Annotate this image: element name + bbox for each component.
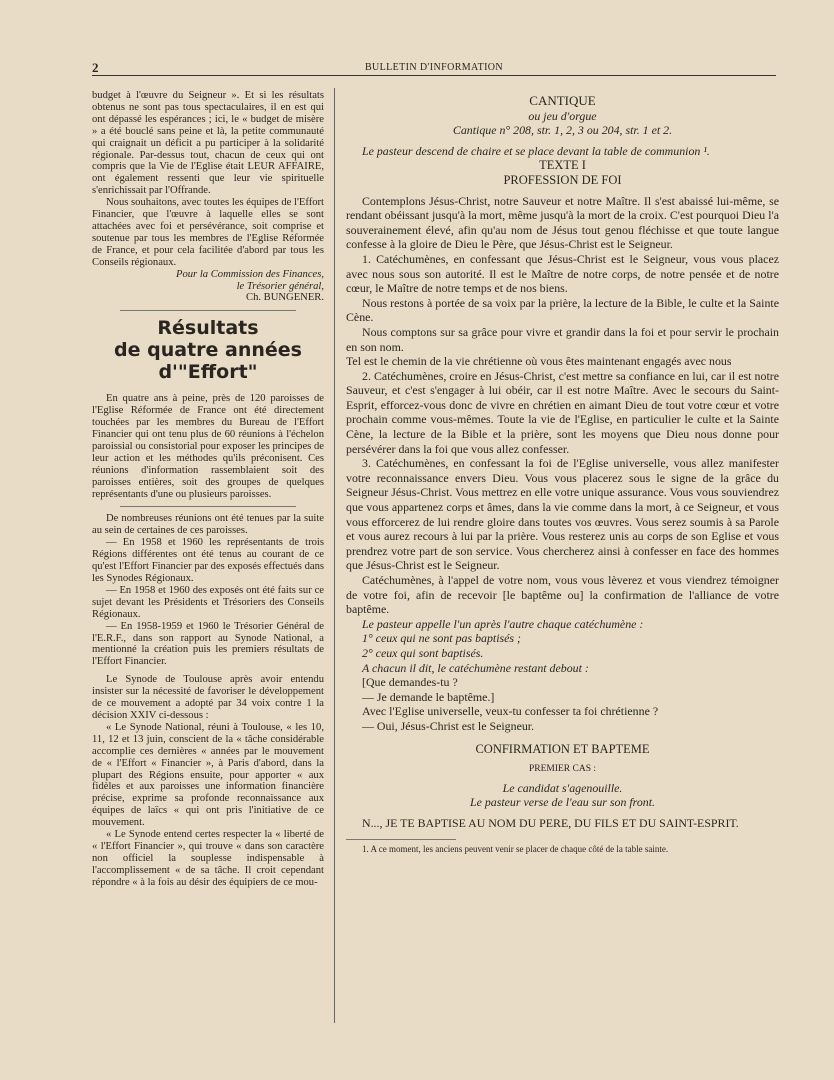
section-heading: TEXTE I [539, 158, 586, 173]
signature-line: le Trésorier général, [236, 280, 324, 292]
article-title [92, 317, 324, 383]
paragraph: Nous comptons sur sa grâce pour vivre et grandir dans la foi et pour servir le prochain en son nom. [346, 324, 779, 354]
section-heading: CONFIRMATION ET BAPTEME [475, 741, 650, 756]
subheading: PREMIER CAS : [528, 764, 597, 775]
paragraph: Tel est le chemin de la vie chrétienne où vous êtes maintenant engagés avec nous [346, 354, 732, 369]
title-line: de quatre années [114, 339, 302, 362]
paragraph: En quatre ans à peine, près de 120 paroisses de l'Eglise Réformée de France ont été directement touchées par les membres du Bureau de l'Effort Financier qui ont tenu plus de 60 réunions à l'échelon paroissial ou consistorial pour exposer les principes de leur action et les méthodes qu'ils préconisent. Ces réunions d'information rassemblaient soit des paroisses entières, soit des groupes de quelques représentants d'une ou plusieurs paroisses. [92, 393, 324, 500]
paragraph: Nous souhaitons, avec toutes les équipes de l'Effort Financier, que l'œuvre à laquelle elles se sont attachées avec foi et persévérance, soit comprise et soutenue par tous les membres de l'Eglise Réformée de France, et pour cela facilitée d'abord par tous les Conseils régionaux. [92, 197, 324, 268]
left-column [92, 90, 324, 889]
section-heading: CANTIQUE [529, 93, 596, 108]
paragraph: — En 1958-1959 et 1960 le Trésorier Général de l'E.R.F., dans son rapport au Synode National, a mentionné la création puis les premiers résultats de l'Effort Financier. [92, 620, 324, 668]
paragraph: Catéchumènes, à l'appel de votre nom, vous vous lèverez et vous viendrez témoigner de votre foi, afin de recevoir [le baptême ou] la confirmation de l'alliance de votre baptême. [346, 573, 779, 617]
paragraph: Le Synode de Toulouse après avoir entendu insister sur la nécessité de favoriser le développement de ce mouvement a adopté par 34 voix contre 1 la décision XXIV ci-dessous : [92, 674, 324, 721]
title-line: Résultats [157, 317, 259, 340]
signature-name: Ch. BUNGENER. [246, 292, 324, 304]
section-divider [120, 506, 296, 507]
paragraph: De nombreuses réunions ont été tenues par la suite au sein de certaines de ces paroisses. [92, 513, 324, 537]
baptism-formula: N..., JE TE BAPTISE AU NOM DU PERE, DU FILS ET DU SAINT-ESPRIT. [362, 815, 739, 830]
paragraph: budget à l'œuvre du Seigneur ». Et si les résultats obtenus ne sont pas tous spectaculaires, il en est qui ont dépassé les espérances ; ici, le « budget de misère » a été bouclé sans peine et là, la petite communauté qui craignait un déficit a pu participer à la solidarité régionale. Par-dessus tout, chacun de ceux qui ont compris que la Vie de l'Eglise était LEUR AFFAIRE, ont également ressenti que leur vie spirituelle s'enrichissait par l'Offrande. [92, 90, 324, 197]
header-rule [92, 75, 776, 76]
dialogue-line: Avec l'Eglise universelle, veux-tu confesser ta foi chrétienne ? [362, 704, 659, 719]
paragraph: — En 1958 et 1960 les représentants de trois Régions différentes ont été tenus au courant de ce qu'est l'Effort Financier par des exposés effectués dans les Synodes Régionaux. [92, 537, 324, 584]
paragraph: 2. Catéchumènes, croire en Jésus-Christ, c'est mettre sa confiance en lui, car il est notre Sauveur, et c'est s'engager à lui obéir, car il est notre Maître. Avec le secours du Saint-Esprit, efforcez-vous donc de vivre en chrétien en aimant Dieu de tout votre cœur et votre prochain comme vous-mêmes. Toute la vie de l'Eglise, en particulier le culte et la Sainte Cène, la lecture de la Bible et la prière, sont les moyens que Dieu nous donne pour persévérer dans la foi que vous allez confesser. [346, 368, 779, 456]
dialogue-line: — Oui, Jésus-Christ est le Seigneur. [362, 718, 535, 733]
rubric: 2° ceux qui sont baptisés. [362, 645, 484, 660]
quote-paragraph: « Le Synode entend certes respecter la « liberté de « l'Effort Financier », qui trouve « dans son caractère non officiel la souplesse indispensable à l'accomplissement « de sa tâche. Il croit cependant répondre « à la fois au désir des équipiers de ce mou- [92, 829, 324, 888]
rubric: Le pasteur appelle l'un après l'autre chaque catéchumène : [362, 616, 644, 631]
footnote-rule [346, 839, 456, 840]
hymn-reference: Cantique n° 208, str. 1, 2, 3 ou 204, str. 1 et 2. [452, 123, 673, 138]
section-heading: PROFESSION DE FOI [503, 172, 622, 187]
paragraph: — En 1958 et 1960 des exposés ont été faits sur ce sujet devant les Présidents et Trésoriers des Conseils Régionaux. [92, 584, 324, 620]
paragraph: 1. Catéchumènes, en confessant que Jésus-Christ est le Seigneur, vous vous placez avec nous sous son autorité. Il est le Maître de notre corps, de notre pensée et de notre cœur, le Maître de notre temps et de nos biens. [346, 251, 779, 296]
rubric: A chacun il dit, le catéchumène restant debout : [362, 660, 589, 675]
subheading: ou jeu d'orgue [528, 108, 597, 123]
title-line: d'"Effort" [158, 361, 258, 384]
running-title: BULLETIN D'INFORMATION [364, 62, 504, 73]
page-header [92, 60, 776, 76]
page-number: 2 [92, 60, 99, 75]
footnote: 1. A ce moment, les anciens peuvent venir se placer de chaque côté de la table sainte. [362, 843, 669, 854]
signature-line: Pour la Commission des Finances, [175, 268, 324, 280]
paragraph: Nous restons à portée de sa voix par la prière, la lecture de la Bible, le culte et la Sainte Cène. [346, 295, 779, 325]
rubric: 1° ceux qui ne sont pas baptisés ; [362, 631, 521, 646]
paragraph: Contemplons Jésus-Christ, notre Sauveur et notre Maître. Il s'est abaissé lui-même, se rendant obéissant jusqu'à la mort, même jusqu'à la mort de la croix. C'est pourquoi Dieu l'a souverainement élevé, afin qu'au nom de Jésus tout genou fléchisse et que toute langue confesse à la gloire de Dieu le Père, que Jésus-Christ est le Seigneur. [346, 193, 779, 252]
rubric: Le candidat s'agenouille. [502, 780, 623, 795]
rubric: Le pasteur verse de l'eau sur son front. [469, 795, 656, 810]
dialogue-line: — Je demande le baptême.] [362, 689, 495, 704]
section-divider [120, 310, 296, 311]
dialogue-line: [Que demandes-tu ? [362, 675, 458, 690]
column-divider [334, 88, 335, 1023]
right-column [346, 90, 779, 855]
rubric: Le pasteur descend de chaire et se place devant la table de communion ¹. [362, 143, 710, 158]
quote-paragraph: « Le Synode National, réuni à Toulouse, « les 10, 11, 12 et 13 juin, conscient de la « tâche considérable accomplie ces dernières « années par le mouvement de « l'Effort « Financier », à Paris d'abord, dans la plupart des Régions ensuite, pour apporter « aux fidèles et aux paroisses une information financière précise, exprime sa profonde reconnaissance aux équipes de laïcs « qui ont pris l'initiative de ce mouvement. [92, 721, 324, 829]
paragraph: 3. Catéchumènes, en confessant la foi de l'Eglise universelle, vous allez manifester votre reconnaissance envers Dieu. Vous vous placerez sous le signe de la grâce du Seigneur Jésus-Christ. Vous mettrez en elle votre unique assurance. Vous vous souviendrez que vous appartenez corps et âmes, dans la vie comme dans la mort, à ce Seigneur, et vous vous efforcerez de lui rendre gloire dans toutes vos œuvres. Vous serez soumis à sa Parole et vous aurez recours à lui par la prière. Vous resterez unis au corps de son Eglise et vous prendrez votre part de son service. Vous chercherez ainsi à confesser en face des hommes que Jésus-Christ est le Seigneur. [346, 456, 779, 573]
